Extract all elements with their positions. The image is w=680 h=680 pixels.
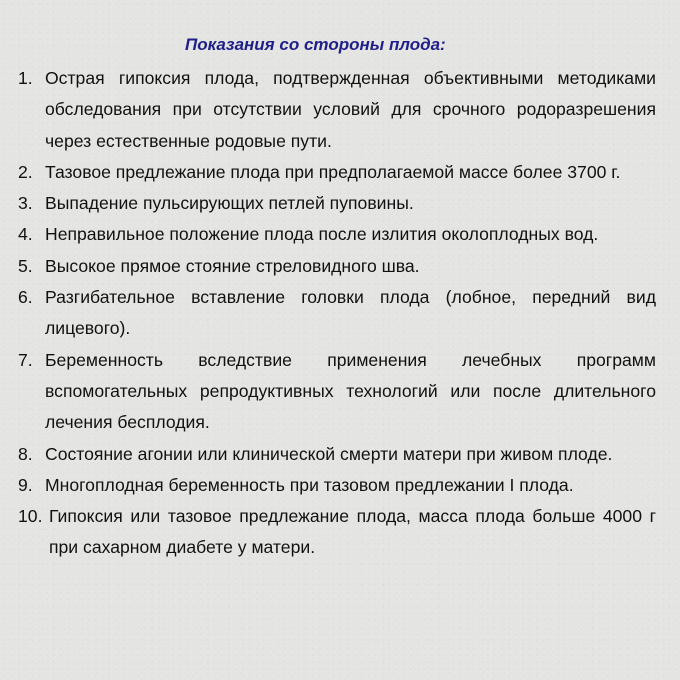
list-item-number: 9.: [18, 474, 33, 495]
list-item-text: Беременность вследствие применения лечебных программ вспомогательных репродуктивных технологий или после длительного лечения бесплодия.: [45, 349, 656, 433]
list-item-text: Многоплодная беременность при тазовом предлежании I плода.: [45, 474, 574, 495]
list-item: [18, 345, 656, 439]
indications-list: [18, 63, 656, 564]
list-item-number: 6.: [18, 287, 33, 308]
list-item-number: 10.: [18, 506, 43, 527]
list-item: [18, 251, 656, 282]
list-item: [18, 470, 656, 501]
list-item-number: 3.: [18, 193, 33, 214]
list-item-number: 7.: [18, 349, 33, 370]
list-item: [18, 63, 656, 157]
list-item-text: Выпадение пульсирующих петлей пуповины.: [45, 193, 414, 214]
list-item-number: 8.: [18, 443, 33, 464]
list-item-text: Тазовое предлежание плода при предполагаемой массе более 3700 г.: [45, 161, 621, 182]
list-item-number: 2.: [18, 161, 33, 182]
list-item-text: Высокое прямое стояние стреловидного шва.: [45, 255, 420, 276]
list-item-text: Неправильное положение плода после излития околоплодных вод.: [45, 224, 599, 245]
list-item: [18, 219, 656, 250]
list-item: [18, 501, 656, 564]
list-item-text: Разгибательное вставление головки плода (лобное, передний вид лицевого).: [45, 287, 656, 339]
list-item: [18, 439, 656, 470]
list-item-number: 4.: [18, 224, 33, 245]
slide-title: Показания со стороны плода:: [185, 35, 446, 54]
list-item-number: 1.: [18, 68, 33, 88]
list-item: [18, 157, 656, 188]
list-item: [18, 188, 656, 219]
list-item-text: Гипоксия или тазовое предлежание плода, масса плода больше 4000 г при сахарном диабете у матери.: [49, 506, 656, 558]
list-item: [18, 282, 656, 345]
list-item-text: Острая гипоксия плода, подтвержденная объективными методиками обследования при отсутствии условий для срочного родоразрешения через естественные родовые пути.: [45, 68, 656, 151]
list-item-number: 5.: [18, 255, 33, 276]
list-item-text: Состояние агонии или клинической смерти матери при живом плоде.: [45, 443, 613, 464]
